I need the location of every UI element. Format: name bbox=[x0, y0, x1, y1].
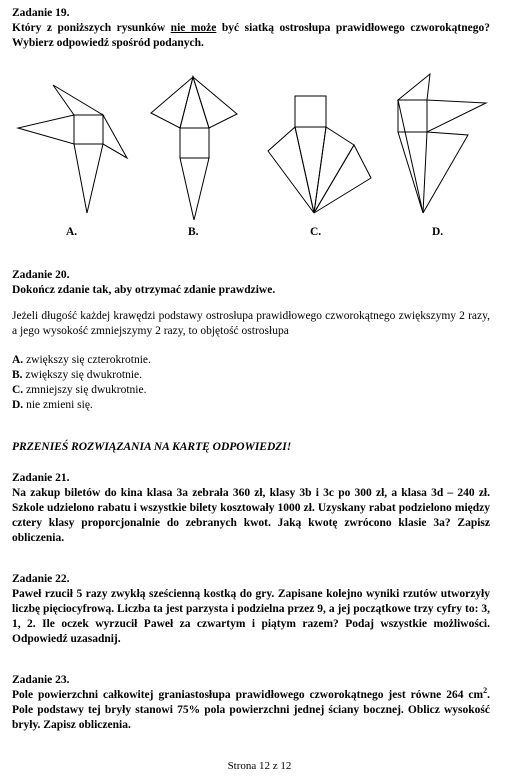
net-a-base-square bbox=[74, 115, 103, 144]
task-20-option-a bbox=[12, 353, 490, 368]
task-20-title: Zadanie 20. bbox=[12, 269, 70, 281]
task-20-instruction: Dokończ zdanie tak, aby otrzymać zdanie prawdziwe. bbox=[12, 284, 276, 296]
task-20-options bbox=[12, 353, 490, 413]
option-letter: D. bbox=[12, 399, 24, 411]
pyramid-nets-figure bbox=[0, 68, 519, 238]
net-a-top-face bbox=[53, 85, 103, 115]
transfer-notice: PRZENIEŚ ROZWIĄZANIA NA KARTĘ ODPOWIEDZI! bbox=[12, 441, 292, 453]
task-23-text-part2: . Pole podstawy tej bryły stanowi 75% pola powierzchni jednej ściany bocznej. Oblicz wysokość bryły. Zapisz obliczenia. bbox=[12, 689, 490, 731]
net-label-a: A. bbox=[66, 226, 78, 238]
task-20-option-d bbox=[12, 398, 490, 413]
task-20-option-b bbox=[12, 368, 490, 383]
net-label-c: C. bbox=[310, 226, 322, 238]
task-22-text: Paweł rzucił 5 razy zwykłą sześcienną kostką do gry. Zapisane kolejno wyniki rzutów utworzyły liczbę pięciocyfrową. Liczba ta jest parzysta i podzielna przez 9, a jej początkowe trzy cyfry to: 3, 1, 2. Ile oczek wyrzucił Paweł za czwartym i piątym razem? Podaj wszystkie możliwości. Odpowiedź uzasadnij. bbox=[12, 588, 490, 645]
option-letter: C. bbox=[12, 384, 24, 396]
task-23-text-part1: Pole powierzchni całkowitej graniastosłupa prawidłowego czworokątnego jest równe 264 cm bbox=[12, 689, 484, 701]
net-c-left-face bbox=[268, 127, 314, 213]
task-19-question-part1: Który z poniższych rysunków bbox=[12, 22, 171, 34]
task-23-title: Zadanie 23. bbox=[12, 674, 70, 686]
task-23-text bbox=[12, 688, 490, 733]
net-label-b: B. bbox=[188, 226, 199, 238]
task-21-text: Na zakup biletów do kina klasa 3a zebrała 360 zł, klasy 3b i 3c po 300 zł, a klasa 3d – 240 zł. Szkole udzielono rabatu i wszystkie bilety kosztowały 1000 zł. Uzyskany rabat podzielono między cztery klasy proporcjonalnie do zebranych kwot. Jaką kwotę zwrócono klasie 3a? Zapisz obliczenia. bbox=[12, 487, 490, 544]
page-number: Strona 12 z 12 bbox=[227, 760, 292, 772]
task-20-text: Jeżeli długość każdej krawędzi podstawy ostrosłupa prawidłowego czworokątnego zwiększymy 2 razy, a jego wysokość zmniejszymy 2 razy, to objętość ostrosłupa bbox=[12, 310, 490, 337]
task-19-question-emphasis: nie może bbox=[170, 22, 217, 34]
net-label-d: D. bbox=[432, 226, 444, 238]
net-c bbox=[268, 96, 371, 213]
task-22-title: Zadanie 22. bbox=[12, 573, 70, 585]
net-d-right-face bbox=[427, 100, 486, 132]
net-b bbox=[151, 77, 237, 220]
task-23-superscript: 2 bbox=[483, 686, 488, 696]
task-19-question-part2: być siatką ostrosłupa prawidłowego czworokątnego? Wybierz odpowiedź spośród podanych. bbox=[12, 22, 490, 49]
net-d bbox=[398, 74, 486, 213]
net-c-right-face-1 bbox=[314, 127, 354, 213]
net-d-top-face bbox=[398, 74, 430, 100]
net-b-bottom-face bbox=[180, 158, 209, 220]
net-a-left-face bbox=[18, 115, 74, 144]
option-text: zmniejszy się dwukrotnie. bbox=[23, 384, 147, 396]
task-21-title: Zadanie 21. bbox=[12, 472, 70, 484]
net-a-bottom-face bbox=[74, 144, 103, 213]
option-text: zwiększy się czterokrotnie. bbox=[23, 354, 151, 366]
net-d-bottom-face bbox=[423, 132, 468, 213]
task-19-title: Zadanie 19. bbox=[12, 7, 70, 19]
task-20-option-c bbox=[12, 383, 490, 398]
option-text: zwiększy się dwukrotnie. bbox=[22, 369, 142, 381]
net-d-left-face bbox=[398, 100, 423, 213]
net-d-base-square bbox=[398, 100, 427, 132]
option-text: nie zmieni się. bbox=[23, 399, 93, 411]
option-letter: B. bbox=[12, 369, 23, 381]
net-c-base-square bbox=[295, 96, 326, 127]
option-letter: A. bbox=[12, 354, 24, 366]
task-19-question bbox=[12, 21, 490, 51]
net-a bbox=[18, 85, 127, 213]
net-b-base-square bbox=[180, 128, 209, 158]
net-b-left-face bbox=[151, 77, 193, 128]
net-b-right-face bbox=[193, 77, 237, 128]
